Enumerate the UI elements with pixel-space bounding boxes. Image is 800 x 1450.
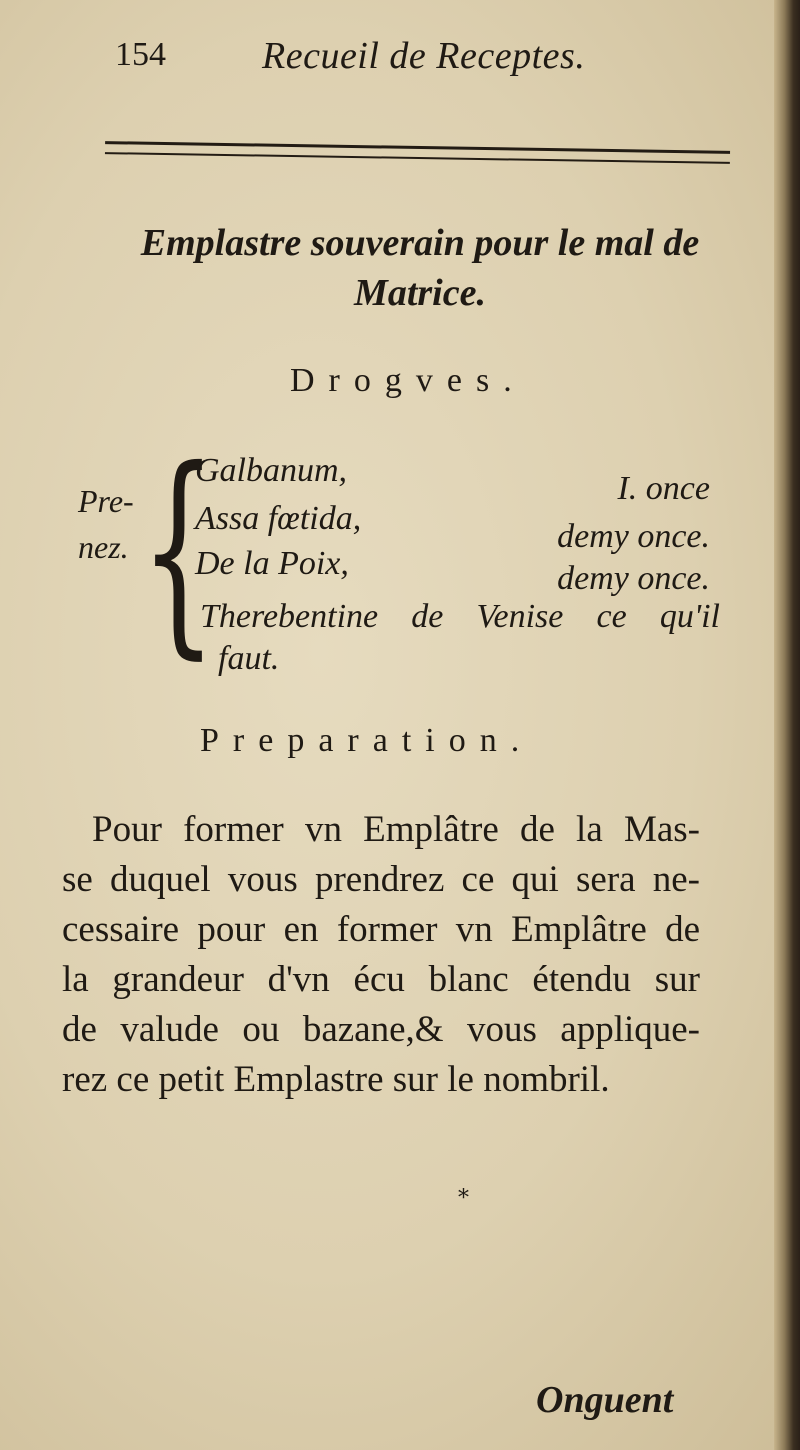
ingredient-qty: demy once. <box>557 518 710 555</box>
catchword: Onguent <box>536 1379 674 1421</box>
prenez-line1: Pre- <box>78 483 134 519</box>
ingredient-therebentine: Therebentine de Venise ce qu'il <box>200 598 720 635</box>
ingredient-qty: demy once. <box>557 560 710 597</box>
ornament-asterisk-icon: * <box>458 1186 469 1211</box>
preparation-paragraph <box>62 805 700 1105</box>
preparation-heading: Preparation. <box>200 722 534 759</box>
drogues-heading: Drogves. <box>290 362 526 399</box>
ingredient-therebentine-cont: faut. <box>218 640 280 677</box>
paragraph-line: de valude ou bazane,& vous applique- <box>62 1009 700 1050</box>
recipe-title-line1: Emplastre souverain pour le mal de <box>140 222 700 264</box>
ingredient-name: De la Poix, <box>195 545 349 582</box>
paragraph-line: la grandeur d'vn écu blanc étendu sur <box>62 959 700 1000</box>
paragraph-line: rez ce petit Emplastre sur le nombril. <box>62 1059 610 1100</box>
ingredient-name: Galbanum, <box>195 452 348 489</box>
page-gutter <box>774 0 800 1450</box>
recipe-title <box>100 218 740 318</box>
header-rule <box>105 141 730 164</box>
ingredient-qty: I. once <box>617 470 710 507</box>
paragraph-line: cessaire pour en former vn Emplâtre de <box>62 909 700 950</box>
paragraph-line: Pour former vn Emplâtre de la Mas- <box>92 809 700 850</box>
ingredient-name: Assa fœtida, <box>195 500 362 537</box>
recipe-title-line2: Matrice. <box>354 272 486 314</box>
paragraph-line: se duquel vous prendrez ce qui sera ne- <box>62 859 700 900</box>
prenez-label <box>78 478 134 570</box>
brace-icon: { <box>140 422 217 678</box>
running-title: Recueil de Receptes. <box>262 35 586 77</box>
prenez-line2: nez. <box>78 529 129 565</box>
page-number: 154 <box>115 36 166 73</box>
